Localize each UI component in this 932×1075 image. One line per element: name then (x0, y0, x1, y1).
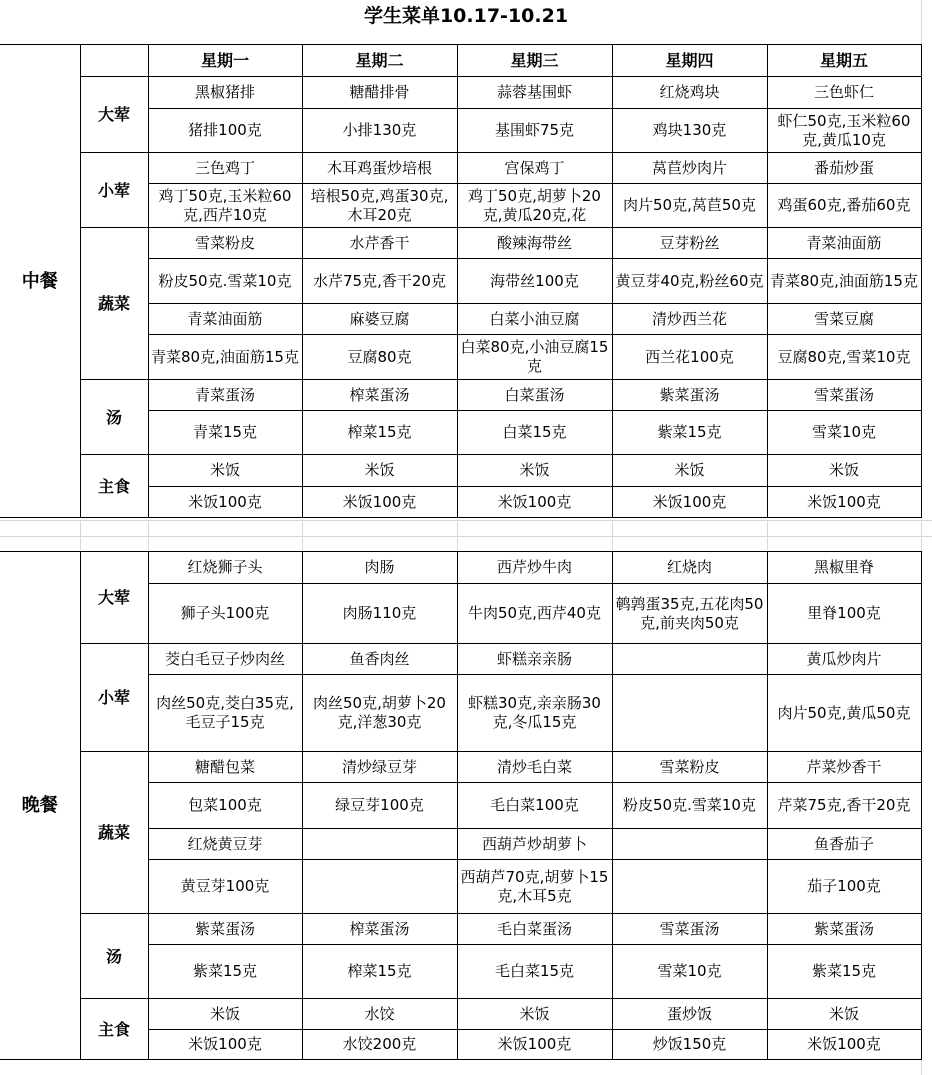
amount-cell: 豆腐80克 (302, 335, 457, 380)
amount-cell: 狮子头100克 (148, 584, 302, 644)
dish-cell: 鱼香茄子 (767, 829, 921, 860)
dish-cell: 雪菜粉皮 (148, 228, 302, 259)
amount-cell: 雪菜10克 (612, 945, 767, 999)
dish-cell: 虾糕亲亲肠 (457, 644, 612, 675)
amount-cell: 紫菜15克 (612, 411, 767, 455)
amount-cell: 鸡块130克 (612, 109, 767, 153)
amount-cell (612, 584, 767, 644)
dish-cell: 米饭 (767, 999, 921, 1030)
dish-cell (302, 829, 457, 860)
dish-cell: 糖醋排骨 (302, 77, 457, 109)
table-row (0, 914, 921, 945)
category-vegetable: 蔬菜 (80, 228, 148, 380)
dish-cell: 蒜蓉基围虾 (457, 77, 612, 109)
page-title: 学生菜单10.17-10.21 (363, 5, 569, 27)
dish-cell: 清炒毛白菜 (457, 752, 612, 783)
amount-cell: 米饭100克 (457, 487, 612, 518)
dish-cell: 毛白菜蛋汤 (457, 914, 612, 945)
amount-cell: 米饭100克 (457, 1030, 612, 1060)
category-xiaohun: 小荤 (80, 153, 148, 228)
category-soup: 汤 (80, 380, 148, 455)
dish-cell: 紫菜蛋汤 (612, 380, 767, 411)
amount-cell: 芹菜75克,香干20克 (767, 783, 921, 829)
header-row (0, 45, 921, 77)
amount-cell: 米饭100克 (148, 487, 302, 518)
amount-cell: 米饭100克 (148, 1030, 302, 1060)
category-vegetable: 蔬菜 (80, 752, 148, 914)
amount-cell: 虾仁50克,玉米粒60克,黄瓜10克 (767, 109, 921, 153)
dish-cell: 红烧肉 (612, 552, 767, 584)
amount-cell: 毛白菜15克 (457, 945, 612, 999)
amount-text: 鸡丁50克,胡萝卜20克,黄瓜20克,花 (468, 186, 601, 224)
dish-cell: 肉肠 (302, 552, 457, 584)
amount-cell: 米饭100克 (767, 1030, 921, 1060)
table-row (0, 455, 921, 487)
dish-cell: 雪菜蛋汤 (612, 914, 767, 945)
dish-cell: 红烧狮子头 (148, 552, 302, 584)
amount-cell: 绿豆芽100克 (302, 783, 457, 829)
dish-cell: 茭白毛豆子炒肉丝 (148, 644, 302, 675)
amount-cell: 白菜80克,小油豆腐15克 (457, 335, 612, 380)
amount-cell: 肉丝50克,茭白35克,毛豆子15克 (148, 675, 302, 752)
day-fri: 星期五 (767, 45, 921, 77)
amount-cell: 紫菜15克 (767, 945, 921, 999)
dish-cell: 蛋炒饭 (612, 999, 767, 1030)
amount-cell: 粉皮50克.雪菜10克 (612, 783, 767, 829)
amount-cell: 水芹75克,香干20克 (302, 259, 457, 304)
dish-cell: 黄瓜炒肉片 (767, 644, 921, 675)
dinner-table (0, 551, 922, 1060)
amount-cell: 包菜100克 (148, 783, 302, 829)
table-row (0, 380, 921, 411)
table-row (0, 999, 921, 1030)
amount-cell: 青菜80克,油面筋15克 (148, 335, 302, 380)
dish-cell: 白菜小油豆腐 (457, 304, 612, 335)
dish-cell (612, 644, 767, 675)
header-corner (80, 45, 148, 77)
table-row (0, 77, 921, 109)
dish-cell: 清炒绿豆芽 (302, 752, 457, 783)
amount-cell: 基围虾75克 (457, 109, 612, 153)
amount-cell: 米饭100克 (767, 487, 921, 518)
amount-cell: 牛肉50克,西芹40克 (457, 584, 612, 644)
dish-cell: 紫菜蛋汤 (767, 914, 921, 945)
dish-cell: 豆芽粉丝 (612, 228, 767, 259)
dish-cell: 麻婆豆腐 (302, 304, 457, 335)
category-dahun: 大荤 (80, 77, 148, 153)
amount-cell: 紫菜15克 (148, 945, 302, 999)
dish-cell: 雪菜粉皮 (612, 752, 767, 783)
category-staple: 主食 (80, 999, 148, 1060)
dish-cell: 三色虾仁 (767, 77, 921, 109)
dish-cell: 米饭 (148, 999, 302, 1030)
amount-cell: 海带丝100克 (457, 259, 612, 304)
dish-cell: 青菜油面筋 (767, 228, 921, 259)
amount-cell: 培根50克,鸡蛋30克,木耳20克 (302, 184, 457, 228)
dish-cell: 黑椒里脊 (767, 552, 921, 584)
day-wed: 星期三 (457, 45, 612, 77)
dish-cell: 米饭 (457, 999, 612, 1030)
category-soup: 汤 (80, 914, 148, 999)
dish-cell: 宫保鸡丁 (457, 153, 612, 184)
amount-cell: 肉片50克,莴苣50克 (612, 184, 767, 228)
amount-cell: 榨菜15克 (302, 945, 457, 999)
amount-cell: 虾糕30克,亲亲肠30克,冬瓜15克 (457, 675, 612, 752)
amount-cell: 毛白菜100克 (457, 783, 612, 829)
dish-cell: 米饭 (612, 455, 767, 487)
amount-cell: 米饭100克 (302, 487, 457, 518)
dish-cell: 青菜蛋汤 (148, 380, 302, 411)
amount-cell (612, 860, 767, 914)
dish-cell: 榨菜蛋汤 (302, 914, 457, 945)
amount-cell: 雪菜10克 (767, 411, 921, 455)
dish-cell: 糖醋包菜 (148, 752, 302, 783)
table-row (0, 644, 921, 675)
dish-cell: 雪菜蛋汤 (767, 380, 921, 411)
table-row (0, 153, 921, 184)
dish-cell: 水饺 (302, 999, 457, 1030)
dish-cell: 雪菜豆腐 (767, 304, 921, 335)
category-staple: 主食 (80, 455, 148, 518)
amount-cell: 西葫芦70克,胡萝卜15克,木耳5克 (457, 860, 612, 914)
amount-cell: 米饭100克 (612, 487, 767, 518)
amount-cell: 西兰花100克 (612, 335, 767, 380)
meal-label-dinner: 晚餐 (0, 552, 80, 1060)
dish-cell: 米饭 (457, 455, 612, 487)
day-mon: 星期一 (148, 45, 302, 77)
amount-cell: 里脊100克 (767, 584, 921, 644)
day-tue: 星期二 (302, 45, 457, 77)
dish-cell: 西葫芦炒胡萝卜 (457, 829, 612, 860)
amount-cell (457, 184, 612, 228)
dish-cell: 米饭 (148, 455, 302, 487)
amount-cell: 肉肠110克 (302, 584, 457, 644)
amount-cell (302, 860, 457, 914)
dish-cell: 水芹香干 (302, 228, 457, 259)
dish-cell: 红烧黄豆芽 (148, 829, 302, 860)
dish-cell: 黑椒猪排 (148, 77, 302, 109)
amount-cell: 白菜15克 (457, 411, 612, 455)
amount-cell: 豆腐80克,雪菜10克 (767, 335, 921, 380)
amount-cell: 茄子100克 (767, 860, 921, 914)
amount-cell: 肉片50克,黄瓜50克 (767, 675, 921, 752)
amount-cell: 水饺200克 (302, 1030, 457, 1060)
amount-cell: 猪排100克 (148, 109, 302, 153)
day-thu: 星期四 (612, 45, 767, 77)
amount-cell: 黄豆芽40克,粉丝60克 (612, 259, 767, 304)
dish-cell: 西芹炒牛肉 (457, 552, 612, 584)
table-row (0, 552, 921, 584)
dish-cell: 番茄炒蛋 (767, 153, 921, 184)
dish-cell: 红烧鸡块 (612, 77, 767, 109)
dish-cell: 三色鸡丁 (148, 153, 302, 184)
dish-cell: 酸辣海带丝 (457, 228, 612, 259)
dish-cell: 木耳鸡蛋炒培根 (302, 153, 457, 184)
amount-cell: 鸡蛋60克,番茄60克 (767, 184, 921, 228)
dish-cell: 青菜油面筋 (148, 304, 302, 335)
amount-cell: 黄豆芽100克 (148, 860, 302, 914)
amount-cell: 青菜15克 (148, 411, 302, 455)
category-xiaohun: 小荤 (80, 644, 148, 752)
dish-cell: 芹菜炒香干 (767, 752, 921, 783)
dish-cell: 清炒西兰花 (612, 304, 767, 335)
amount-cell: 粉皮50克.雪菜10克 (148, 259, 302, 304)
dish-cell: 莴苣炒肉片 (612, 153, 767, 184)
dish-cell: 榨菜蛋汤 (302, 380, 457, 411)
dish-cell: 鱼香肉丝 (302, 644, 457, 675)
amount-cell (612, 675, 767, 752)
amount-cell: 鸡丁50克,玉米粒60克,西芹10克 (148, 184, 302, 228)
amount-cell: 炒饭150克 (612, 1030, 767, 1060)
dish-cell: 紫菜蛋汤 (148, 914, 302, 945)
dish-cell (612, 829, 767, 860)
dish-cell: 白菜蛋汤 (457, 380, 612, 411)
table-row (0, 752, 921, 783)
dish-cell: 米饭 (302, 455, 457, 487)
category-dahun: 大荤 (80, 552, 148, 644)
dish-cell: 米饭 (767, 455, 921, 487)
amount-cell: 小排130克 (302, 109, 457, 153)
amount-cell: 青菜80克,油面筋15克 (767, 259, 921, 304)
meal-label-lunch: 中餐 (0, 45, 80, 518)
amount-text: 鹌鹑蛋35克,五花肉50克,前夹肉50克 (615, 594, 764, 632)
amount-cell: 肉丝50克,胡萝卜20克,洋葱30克 (302, 675, 457, 752)
amount-cell: 榨菜15克 (302, 411, 457, 455)
table-row (0, 228, 921, 259)
lunch-table (0, 44, 922, 518)
